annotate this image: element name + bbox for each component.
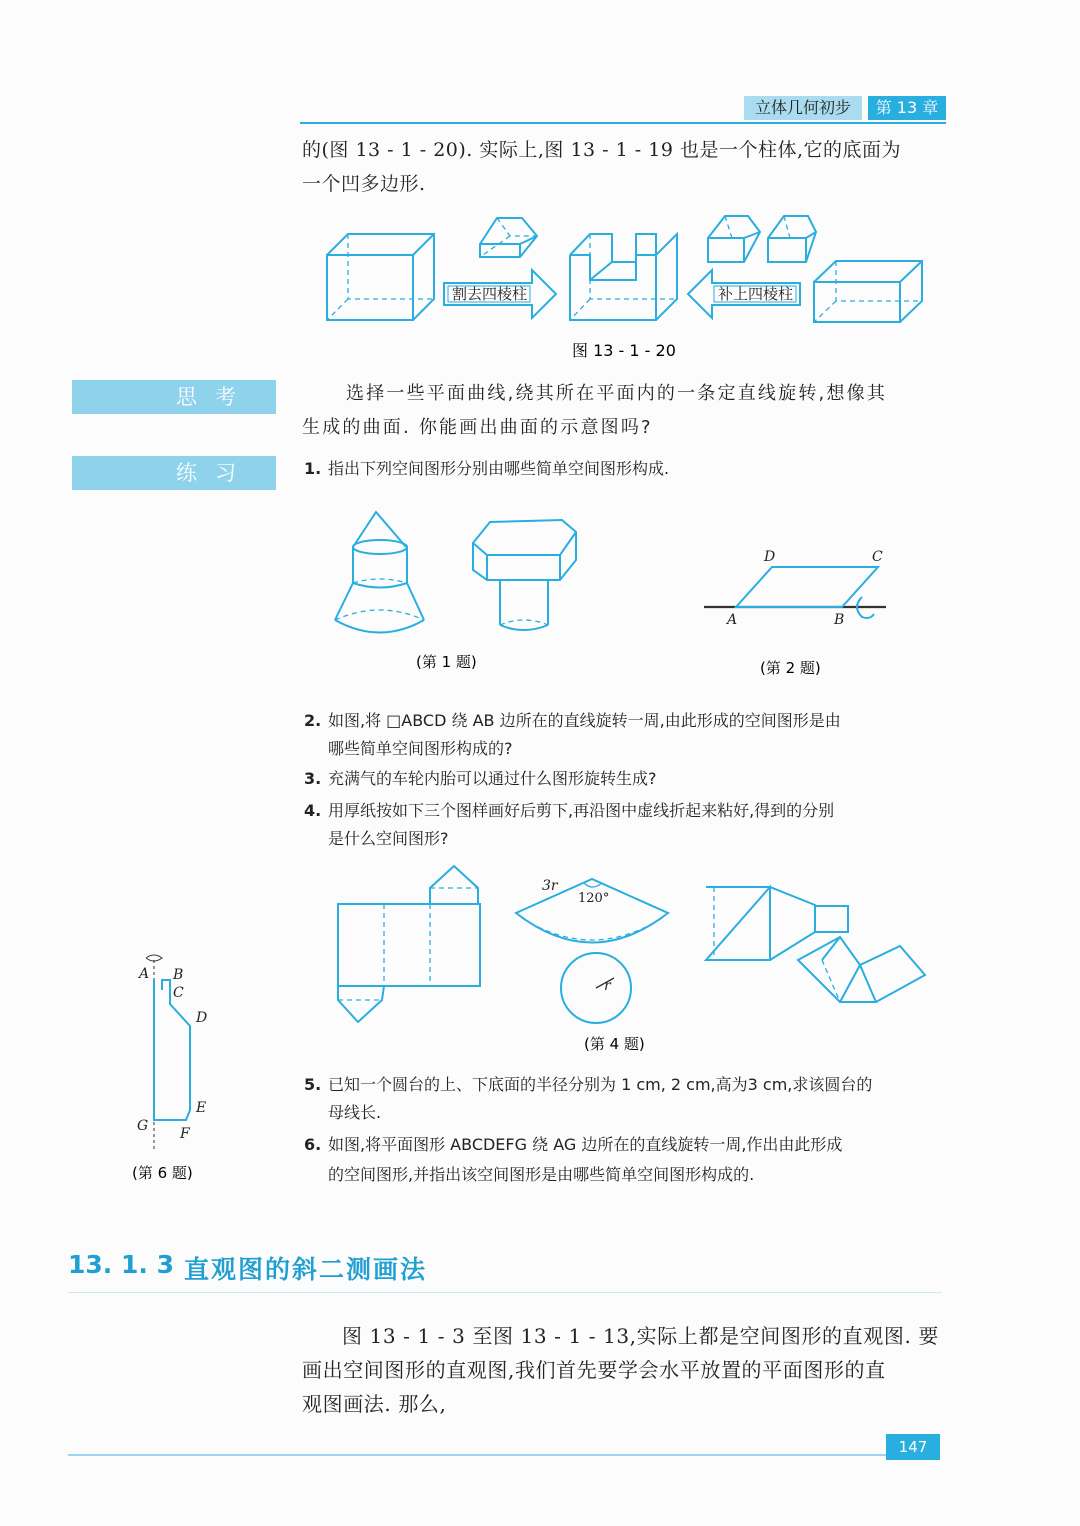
parallelogram-label-a: A	[727, 612, 738, 628]
fig6-label-f: F	[180, 1126, 190, 1142]
cone-net-circle-label: r	[604, 978, 611, 994]
practice-tag: 练习	[72, 456, 276, 490]
figure-20-caption: 图 13 - 1 - 20	[572, 341, 676, 360]
exercise-5-num: 5.	[304, 1075, 322, 1094]
frustum-net-figure	[706, 887, 925, 1002]
page-number: 147	[886, 1434, 940, 1460]
exercise-2-num: 2.	[304, 711, 322, 730]
caption-ex4: (第 4 题)	[584, 1035, 645, 1053]
section-number: 13. 1. 3	[68, 1250, 174, 1279]
chapter-title: 立体几何初步	[744, 96, 862, 120]
arrow-fill-label: 补上四棱柱	[718, 285, 794, 303]
exercise-2-line-1: 如图,将 □ABCD 绕 AB 边所在的直线旋转一周,由此形成的空间图形是由	[328, 711, 841, 730]
exercise-6-line-1: 如图,将平面图形 ABCDEFG 绕 AG 边所在的直线旋转一周,作出由此形成	[328, 1135, 843, 1154]
prism-net-figure	[338, 866, 480, 1022]
cone-net-figure	[516, 878, 668, 1023]
arrow-cut-label: 割去四棱柱	[452, 285, 528, 303]
fig6-label-b: B	[173, 967, 184, 983]
section-line-2: 画出空间图形的直观图,我们首先要学会水平放置的平面图形的直	[302, 1358, 886, 1382]
exercise-5-line-1: 已知一个圆台的上、下底面的半径分别为 1 cm, 2 cm,高为3 cm,求该圆台的	[328, 1075, 873, 1094]
footer-rule	[68, 1454, 892, 1456]
exercise-5-line-2: 母线长.	[328, 1103, 382, 1122]
section-line-1: 图 13 - 1 - 3 至图 13 - 1 - 13,实际上都是空间图形的直观图. 要	[342, 1324, 939, 1348]
rotation-figure-ex6	[137, 955, 207, 1150]
section-title: 直观图的斜二测画法	[184, 1255, 428, 1284]
intro-line-1: 的(图 13 - 1 - 20). 实际上,图 13 - 1 - 19 也是一个柱体,它的底面为	[302, 139, 901, 161]
caption-ex2: (第 2 题)	[760, 659, 821, 677]
parallelogram-label-d: D	[764, 549, 776, 565]
section-rule	[68, 1292, 942, 1293]
think-line-2: 生成的曲面. 你能画出曲面的示意图吗?	[302, 417, 653, 438]
exercise-6-line-2: 的空间图形,并指出该空间图形是由哪些简单空间图形构成的.	[328, 1165, 755, 1184]
fig6-label-c: C	[173, 985, 184, 1001]
think-tag: 思考	[72, 380, 276, 414]
section-line-3: 观图画法. 那么,	[302, 1392, 447, 1416]
parallelogram-label-c: C	[872, 549, 883, 565]
exercise-1-text: 指出下列空间图形分别由哪些简单空间图形构成.	[328, 459, 670, 478]
exercise-6	[304, 1130, 843, 1160]
cone-net-radius-label: 3r	[542, 878, 558, 894]
fig6-label-d: D	[196, 1010, 208, 1026]
exercise-2-line-2: 哪些简单空间图形构成的?	[328, 739, 513, 758]
intro-line-2: 一个凹多边形.	[302, 173, 426, 195]
exercise-4-num: 4.	[304, 801, 322, 820]
exercise-3-text: 充满气的车轮内胎可以通过什么图形旋转生成?	[328, 769, 657, 788]
exercise-4-line-1: 用厚纸按如下三个图样画好后剪下,再沿图中虚线折起来粘好,得到的分别	[328, 801, 835, 820]
chapter-number: 第 13 章	[868, 96, 946, 120]
caption-ex6: (第 6 题)	[132, 1164, 193, 1182]
think-line-1: 选择一些平面曲线,绕其所在平面内的一条定直线旋转,想像其	[346, 383, 888, 404]
cone-net-angle-label: 120°	[578, 891, 610, 906]
exercise-5	[304, 1070, 873, 1100]
exercise-3-num: 3.	[304, 769, 322, 788]
exercise-6-num: 6.	[304, 1135, 322, 1154]
fig6-label-a: A	[139, 966, 150, 982]
exercise-4-line-2: 是什么空间图形?	[328, 829, 449, 848]
fig6-label-g: G	[137, 1118, 149, 1134]
caption-ex1: (第 1 题)	[416, 653, 477, 671]
exercise-1-num: 1.	[304, 459, 322, 478]
parallelogram-label-b: B	[834, 612, 845, 628]
fig6-label-e: E	[196, 1100, 207, 1116]
